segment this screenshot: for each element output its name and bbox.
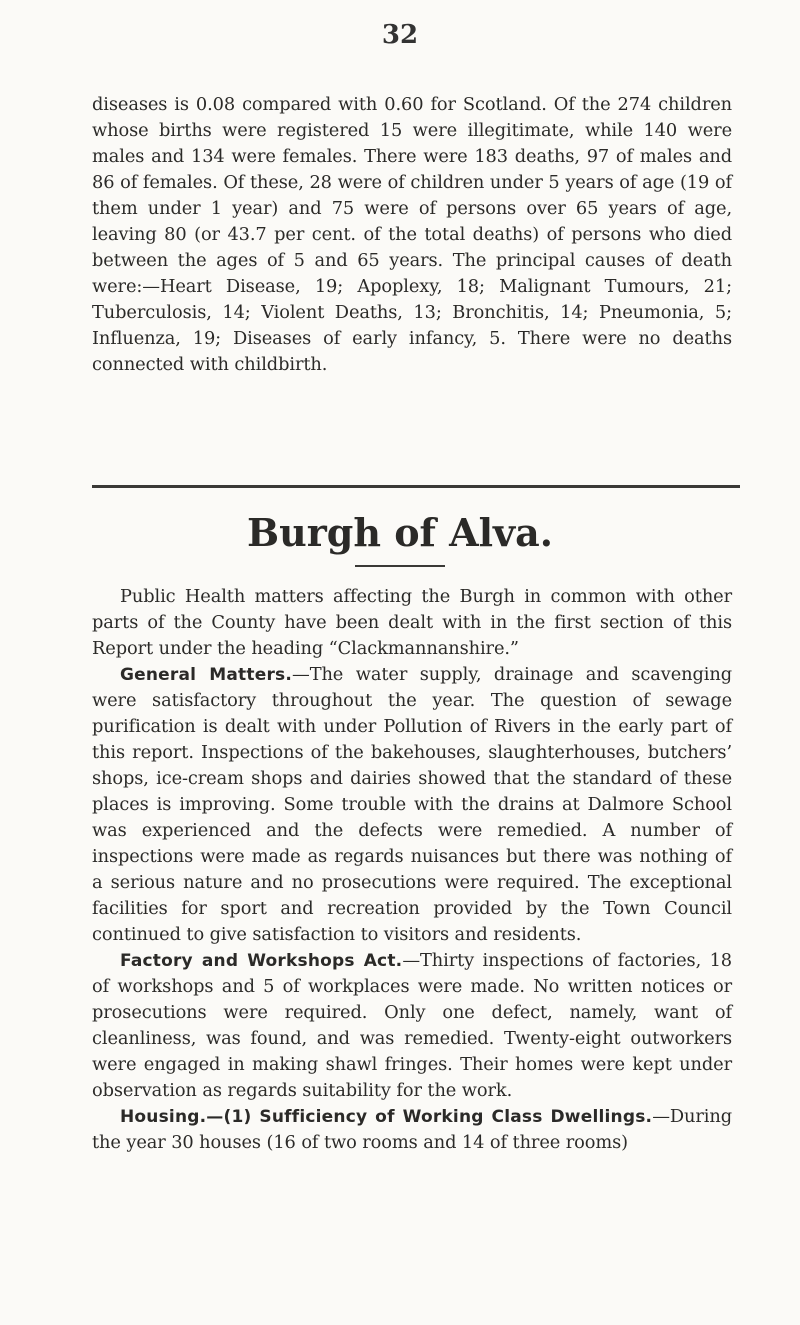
factory-workshops-text: —Thirty inspections of factories, 18 of workshops and 5 of workplaces were made. No written notices or prosecutions were required. Only one defect, namely, want of cleanliness, was found, and was remedied. Twenty-eight outworkers were engaged in making shawl fringes. Their homes were kept under observation as regards suitability for the work.: [92, 950, 732, 1101]
paragraph-factory-workshops: [92, 948, 732, 1104]
factory-workshops-heading: Factory and Workshops Act.: [120, 951, 403, 971]
title-underline: [355, 565, 445, 567]
housing-text: —During the year 30 houses (16 of two rooms and 14 of three rooms): [92, 1106, 732, 1153]
paragraph-housing: [92, 1104, 732, 1156]
housing-heading: Housing.—(1) Sufficiency of Working Class Dwellings.: [120, 1107, 653, 1127]
intro-paragraph: diseases is 0.08 compared with 0.60 for Scotland. Of the 274 children whose births were registered 15 were illegitimate, while 140 were males and 134 were females. There were 183 deaths, 97 of males and 86 of females. Of these, 28 were of children under 5 years of age (19 of them under 1 year) and 75 were of persons over 65 years of age, leaving 80 (or 43.7 per cent. of the total deaths) of persons who died between the ages of 5 and 65 years. The principal causes of death were:—Heart Disease, 19; Apoplexy, 18; Malignant Tumours, 21; Tuberculosis, 14; Violent Deaths, 13; Bronchitis, 14; Pneumonia, 5; Influenza, 19; Diseases of early infancy, 5. There were no deaths connected with childbirth.: [92, 94, 732, 375]
intro-block: [92, 92, 732, 378]
section-title: Burgh of Alva.: [247, 510, 553, 555]
section-body: [92, 584, 732, 1156]
paragraph-general-matters: [92, 662, 732, 948]
general-matters-text: —The water supply, drainage and scavenging were satisfactory throughout the year. The question of sewage purification is dealt with under Pollution of Rivers in the early part of this report. Inspections of the bakehouses, slaughterhouses, butchers’ shops, ice-cream shops and dairies showed that the standard of these places is improving. Some trouble with the drains at Dalmore School was experienced and the defects were remedied. A number of inspections were made as regards nuisances but there was nothing of a serious nature and no prosecutions were required. The exceptional facilities for sport and recreation provided by the Town Council continued to give satisfaction to visitors and residents.: [92, 664, 732, 945]
paragraph-public-health: Public Health matters affecting the Burgh in common with other parts of the County have been dealt with in the first section of this Report under the heading “Clackmannanshire.”: [92, 586, 732, 659]
section-divider: [92, 485, 740, 488]
general-matters-heading: General Matters.: [120, 665, 293, 685]
page-number: 32: [381, 20, 419, 50]
